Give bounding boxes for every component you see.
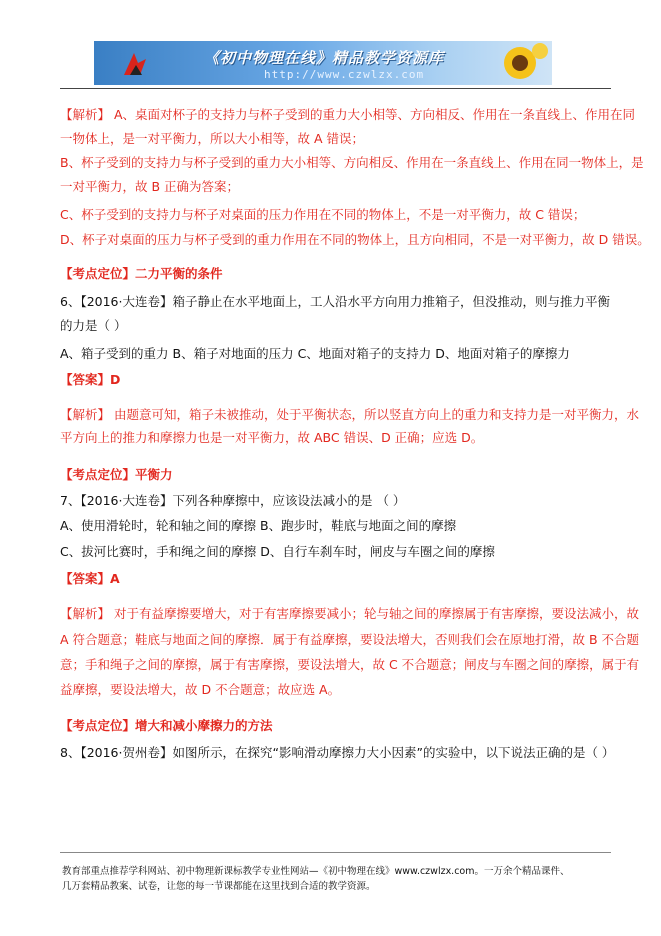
question-7-options-ab: A、使用滑轮时，轮和轴之间的摩擦 B、跑步时，鞋底与地面之间的摩擦 — [60, 518, 457, 533]
footer-line-1: 教育部重点推荐学科网站、初中物理新课标教学专业性网站—《初中物理在线》www.czwlzx.com。一万余个精品课件、 — [62, 866, 570, 877]
analysis-6-line-2: 平方向上的推力和摩擦力也是一对平衡力，故 ABC 错误、D 正确；应选 D。 — [60, 430, 484, 445]
header-banner — [94, 41, 552, 85]
question-6-cont: 的力是（ ） — [60, 318, 127, 333]
analysis-7-line-4: 益摩擦，要设法增大，故 D 不合题意；故应选 A。 — [60, 682, 341, 697]
question-8: 8、【2016·贺州卷】如图所示，在探究“影响滑动摩擦力大小因素”的实验中，以下说法正确的是（ ） — [60, 745, 615, 760]
answer-6: 【答案】D — [60, 372, 121, 387]
sunflower-icon — [492, 43, 548, 83]
banner-url: http://www.czwlzx.com — [264, 68, 425, 81]
banner-title: 《初中物理在线》精品教学资源库 — [204, 49, 445, 67]
analysis-line-6: D、杯子对桌面的压力与杯子受到的重力作用在不同的物体上，且方向相同，不是一对平衡力，故 D 错误。 — [60, 232, 650, 247]
footer-line-2: 几万套精品教案、试卷，让您的每一节课都能在这里找到合适的教学资源。 — [62, 881, 376, 892]
topic-label-3: 【考点定位】增大和减小摩擦力的方法 — [60, 718, 273, 733]
analysis-line-2: 一物体上，是一对平衡力，所以大小相等，故 A 错误； — [60, 131, 364, 146]
question-7-options-cd: C、拔河比赛时，手和绳之间的摩擦 D、自行车刹车时，闸皮与车圈之间的摩擦 — [60, 544, 495, 559]
topic-label-2: 【考点定位】平衡力 — [60, 467, 173, 482]
analysis-line-3: B、杯子受到的支持力与杯子受到的重力大小相等、方向相反、作用在一条直线上、作用在同一物体上，是 — [60, 155, 644, 170]
question-6-options: A、箱子受到的重力 B、箱子对地面的压力 C、地面对箱子的支持力 D、地面对箱子的摩擦力 — [60, 346, 570, 361]
topic-label-1: 【考点定位】二力平衡的条件 — [60, 266, 223, 281]
analysis-6-line-1: 【解析】 由题意可知，箱子未被推动，处于平衡状态，所以竖直方向上的重力和支持力是一对平衡力，水 — [60, 407, 639, 422]
analysis-7-line-3: 意；手和绳子之间的摩擦，属于有害摩擦，要设法增大，故 C 不合题意；闸皮与车圈之间的摩擦，属于有 — [60, 657, 640, 672]
question-7: 7、【2016·大连卷】下列各种摩擦中，应该设法减小的是 （ ） — [60, 493, 406, 508]
footer-divider — [60, 852, 611, 853]
site-logo-icon — [120, 49, 150, 79]
analysis-7-line-1: 【解析】 对于有益摩擦要增大，对于有害摩擦要减小；轮与轴之间的摩擦属于有害摩擦，要设法减小，故 — [60, 606, 639, 621]
header-divider — [60, 88, 611, 89]
answer-7: 【答案】A — [60, 571, 120, 586]
question-6: 6、【2016·大连卷】箱子静止在水平地面上，工人沿水平方向用力推箱子，但没推动，则与推力平衡 — [60, 294, 610, 309]
analysis-line-1: 【解析】 A、桌面对杯子的支持力与杯子受到的重力大小相等、方向相反、作用在一条直线上、作用在同 — [60, 107, 636, 122]
analysis-7-line-2: A 符合题意；鞋底与地面之间的摩擦．属于有益摩擦，要设法增大，否则我们会在原地打滑，故 B 不合题 — [60, 632, 640, 647]
analysis-line-4: 一对平衡力，故 B 正确为答案； — [60, 179, 240, 194]
analysis-line-5: C、杯子受到的支持力与杯子对桌面的压力作用在不同的物体上，不是一对平衡力，故 C 错误； — [60, 207, 586, 222]
